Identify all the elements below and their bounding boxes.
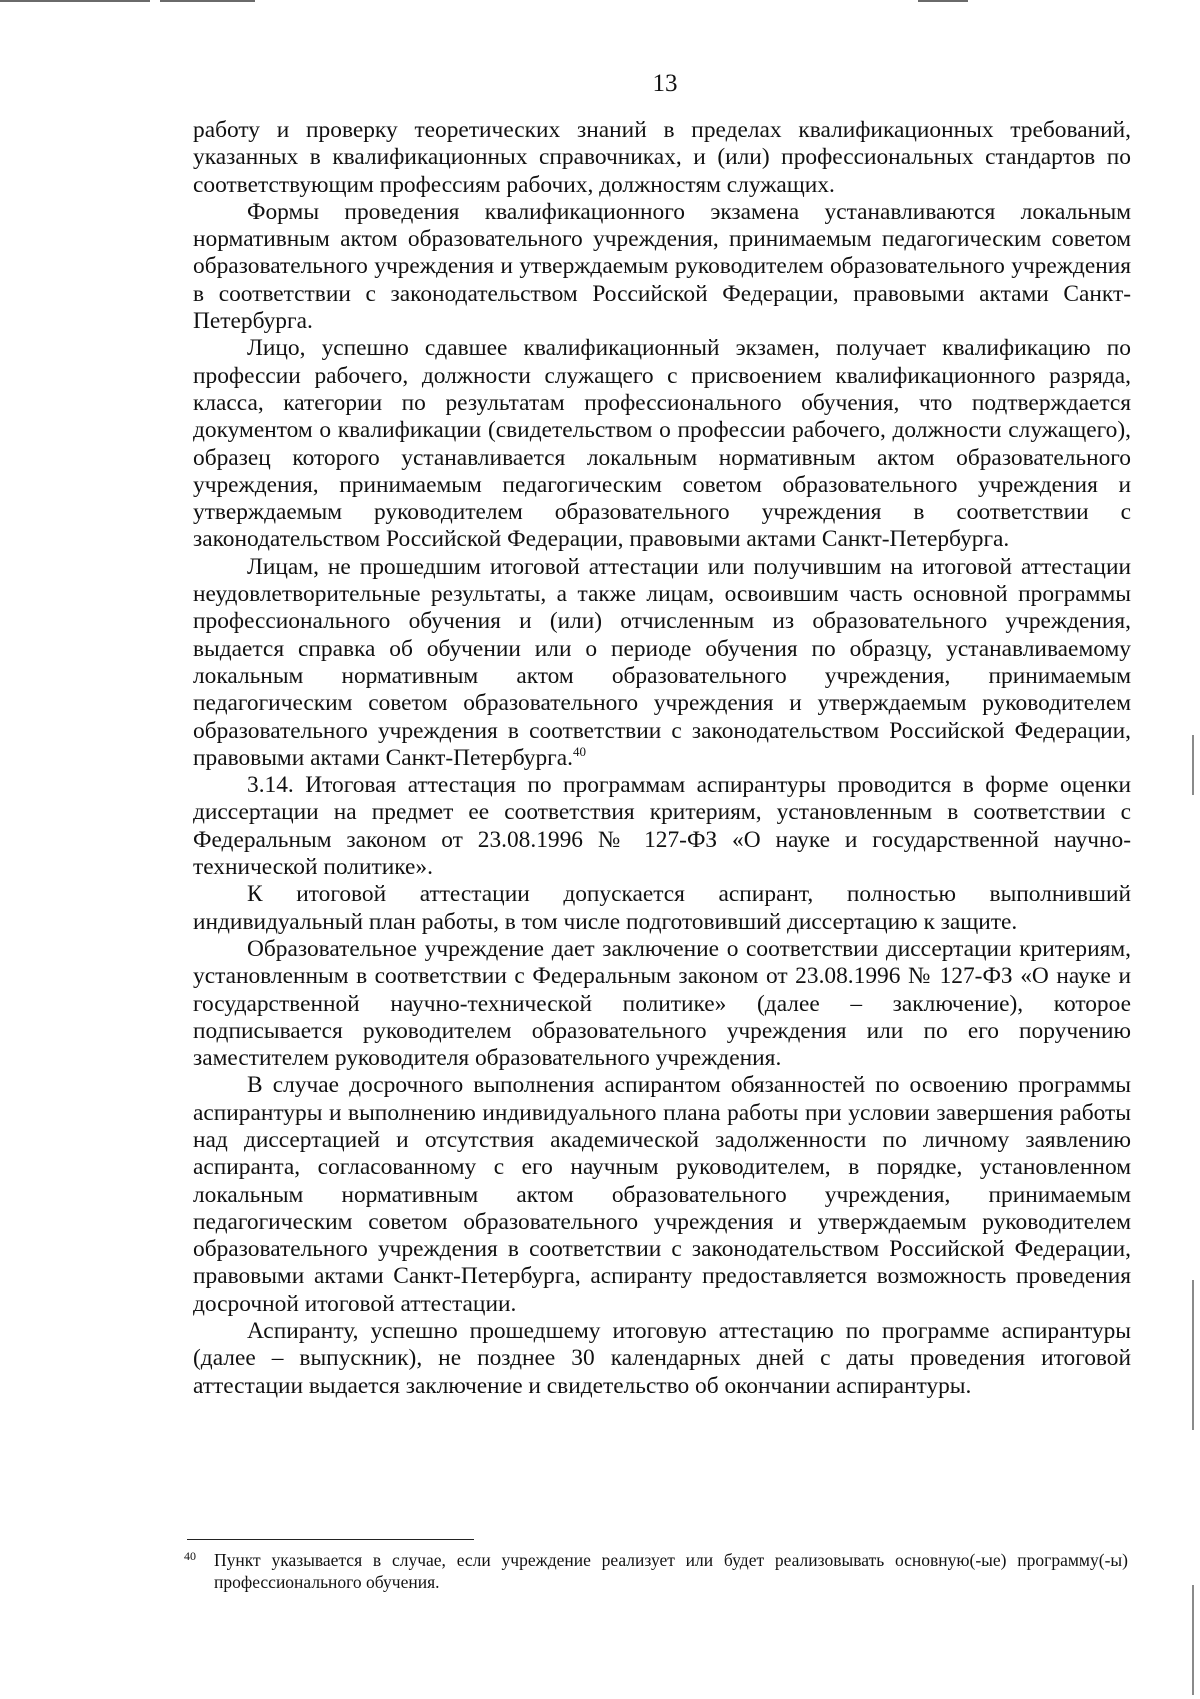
paragraph-text: Лицам, не прошедшим итоговой аттестации или получившим на итоговой аттестации неудовлетворительные результаты, а также лицам, освоившим часть основной программы профессионального обучения и (или) отчисленным из образовательного учреждения, выдается справка об обучении или о периоде обучения по образцу, устанавливаемому локальным нормативным актом образовательного учреждения, принимаемым педагогическим советом образовательного учреждения и утверждаемым руководителем образовательного учреждения в соответствии с законодательством Российской Федерации, правовыми актами Санкт-Петербурга.	[193, 553, 1131, 771]
scan-border-top-right	[918, 0, 968, 2]
footnote	[184, 1549, 1128, 1593]
footnote-number: 40	[184, 1549, 196, 1563]
scan-border-top-middle	[160, 0, 255, 2]
paragraph: Образовательное учреждение дает заключение о соответствии диссертации критериям, установленным в соответствии с Федеральным законом от 23.08.1996 № 127-ФЗ «О науке и государственной научно-технической политике» (далее – заключение), которое подписывается руководителем образовательного учреждения или по его поручению заместителем руководителя образовательного учреждения.	[193, 935, 1131, 1072]
scan-edge-mark	[1192, 735, 1194, 795]
paragraph-section-3-14: 3.14. Итоговая аттестация по программам аспирантуры проводится в форме оценки диссертации на предмет ее соответствия критериям, установленным в соответствии с Федеральным законом от 23.08.1996 № 127-ФЗ «О науке и государственной научно-технической политике».	[193, 772, 1131, 881]
page-number: 13	[652, 70, 678, 97]
paragraph: Лицо, успешно сдавшее квалификационный экзамен, получает квалификацию по профессии рабочего, должности служащего с присвоением квалификационного разряда, класса, категории по результатам профессионального обучения, что подтверждается документом о квалификации (свидетельством о профессии рабочего, должности служащего), образец которого устанавливается локальным нормативным актом образовательного учреждения, принимаемым педагогическим советом образовательного учреждения и утверждаемым руководителем образовательного учреждения в соответствии с законодательством Российской Федерации, правовыми актами Санкт-Петербурга.	[193, 335, 1131, 553]
scan-edge-mark	[1192, 1280, 1194, 1430]
footnote-reference: 40	[572, 744, 586, 760]
scan-edge-mark	[1192, 1585, 1194, 1695]
paragraph: В случае досрочного выполнения аспирантом обязанностей по освоению программы аспирантуры и выполнению индивидуального плана работы при условии завершения работы над диссертацией и отсутствия академической задолженности по личному заявлению аспиранта, согласованному с его научным руководителем, в порядке, установленном локальным нормативным актом образовательного учреждения, принимаемым педагогическим советом образовательного учреждения и утверждаемым руководителем образовательного учреждения в соответствии с законодательством Российской Федерации, правовыми актами Санкт-Петербурга, аспиранту предоставляется возможность проведения досрочной итоговой аттестации.	[193, 1072, 1131, 1317]
scan-border-top-left	[0, 0, 150, 2]
footnote-separator	[187, 1539, 474, 1540]
paragraph: работу и проверку теоретических знаний в пределах квалификационных требований, указанных в квалификационных справочниках, и (или) профессиональных стандартов по соответствующим профессиям рабочих, должностям служащих.	[193, 117, 1131, 198]
footnote-text: Пункт указывается в случае, если учреждение реализует или будет реализовывать основную(-ые) программу(-ы) профессионального обучения.	[214, 1550, 1128, 1592]
paragraph-with-footnote	[193, 554, 1131, 772]
paragraph: Аспиранту, успешно прошедшему итоговую аттестацию по программе аспирантуры (далее – выпускник), не позднее 30 календарных дней с даты проведения итоговой аттестации выдается заключение и свидетельство об окончании аспирантуры.	[193, 1318, 1131, 1399]
paragraph: Формы проведения квалификационного экзамена устанавливаются локальным нормативным актом образовательного учреждения, принимаемым педагогическим советом образовательного учреждения и утверждаемым руководителем образовательного учреждения в соответствии с законодательством Российской Федерации, правовыми актами Санкт-Петербурга.	[193, 198, 1131, 335]
document-body	[193, 117, 1131, 1400]
paragraph: К итоговой аттестации допускается аспирант, полностью выполнивший индивидуальный план работы, в том числе подготовивший диссертацию к защите.	[193, 881, 1131, 935]
